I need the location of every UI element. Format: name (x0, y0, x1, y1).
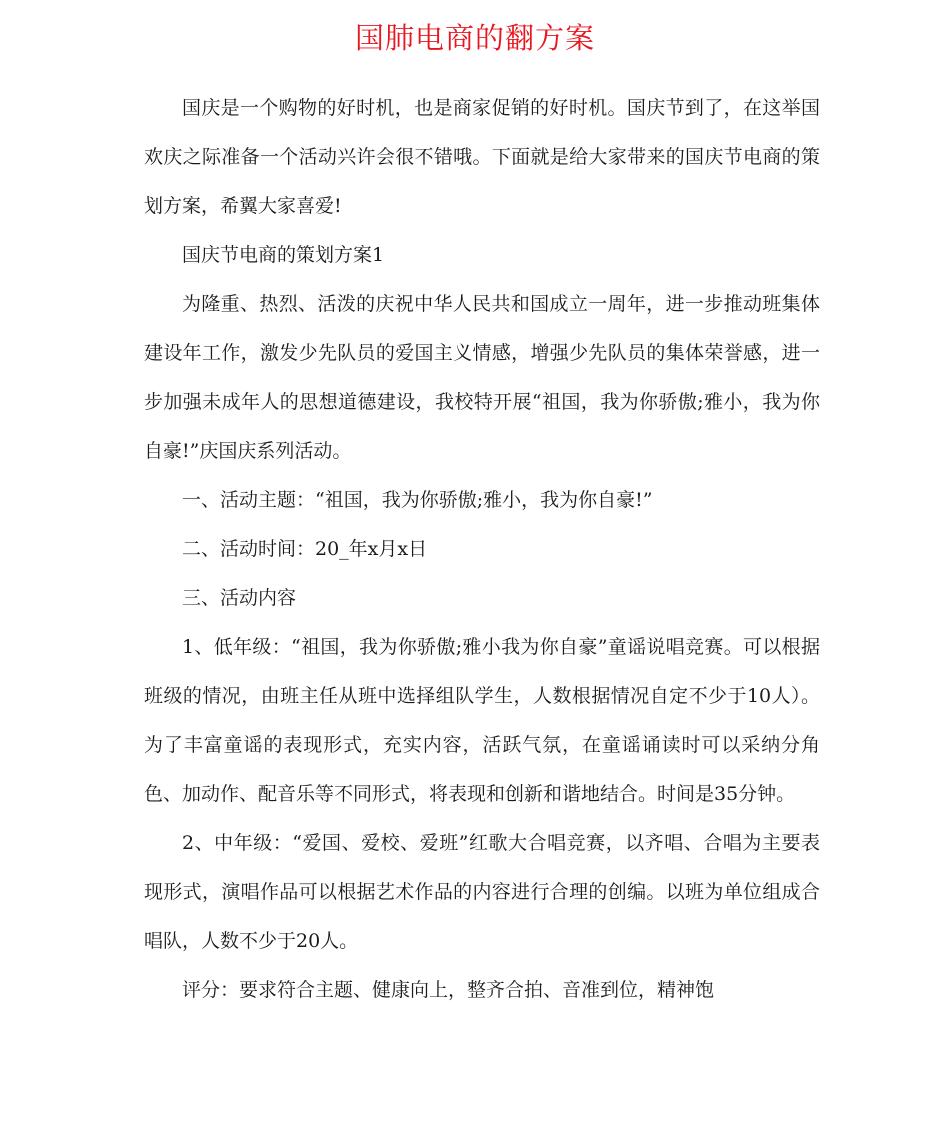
activity-content-heading: 三、活动内容 (182, 587, 297, 609)
activity-time: 二、活动时间：20_年x月x日 (182, 538, 428, 560)
purpose-paragraph: 为隆重、热烈、活泼的庆祝中华人民共和国成立一周年，进一步推动班集体建设年工作，激发少先队员的爱国主义情感，增强少先队员的集体荣誉感，进一步加强未成年人的思想道德建设，我校特开展“祖国，我为你骄傲;雅小，我为你自豪!”庆国庆系列活动。 (144, 293, 820, 462)
intro-paragraph: 国庆是一个购物的好时机，也是商家促销的好时机。国庆节到了，在这举国欢庆之际准备一个活动兴许会很不错哦。下面就是给大家带来的国庆节电商的策划方案，希翼大家喜爱! (144, 97, 820, 217)
document-body (144, 84, 820, 1015)
activity-theme: 一、活动主题：“祖国，我为你骄傲;雅小，我为你自豪!” (182, 489, 653, 511)
lower-grade-paragraph: 1、低年级：“祖国，我为你骄傲;雅小我为你自豪”童谣说唱竞赛。可以根据班级的情况，由班主任从班中选择组队学生，人数根据情况自定不少于10人）。为了丰富童谣的表现形式，充实内容，活跃气氛，在童谣诵读时可以采纳分角色、加动作、配音乐等不同形式，将表现和创新和谐地结合。时间是35分钟。 (144, 636, 820, 805)
section-heading-plan-1: 国庆节电商的策划方案1 (182, 244, 385, 266)
document-title: 国肺电商的翻方案 (354, 21, 595, 55)
scoring-paragraph: 评分：要求符合主题、健康向上，整齐合拍、音准到位，精神饱 (182, 979, 715, 1001)
middle-grade-paragraph: 2、中年级：“爱国、爱校、爱班”红歌大合唱竞赛，以齐唱、合唱为主要表现形式，演唱作品可以根据艺术作品的内容进行合理的创编。以班为单位组成合唱队，人数不少于20人。 (144, 832, 820, 952)
